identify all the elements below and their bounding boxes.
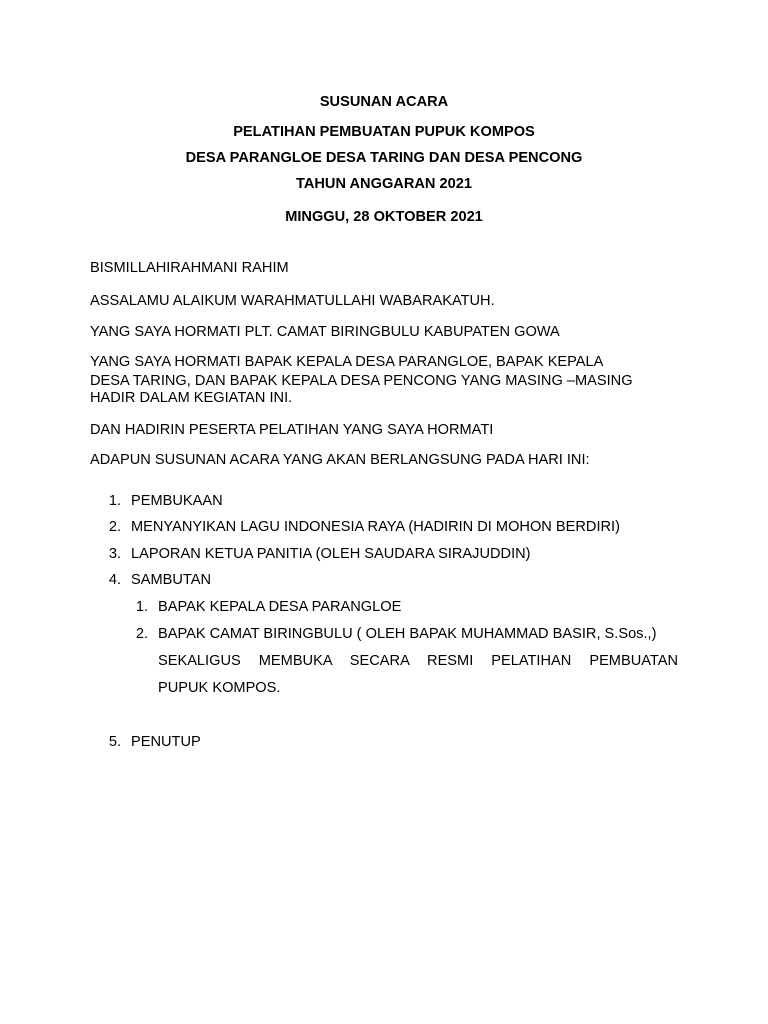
event-villages: DESA PARANGLOE DESA TARING DAN DESA PENCONG	[185, 150, 583, 166]
greeting-participants: DAN HADIRIN PESERTA PELATIHAN YANG SAYA HORMATI	[90, 422, 494, 438]
list-text: BAPAK CAMAT BIRINGBULU ( OLEH BAPAK MUHAMMAD BASIR, S.Sos.,)	[158, 626, 657, 642]
agenda-intro: ADAPUN SUSUNAN ACARA YANG AKAN BERLANGSUNG PADA HARI INI:	[90, 452, 590, 468]
budget-year: TAHUN ANGGARAN 2021	[296, 176, 472, 192]
list-text: SAMBUTAN	[131, 572, 212, 588]
list-number: 2.	[135, 626, 148, 642]
greeting-village-heads-line2: DESA TARING, DAN BAPAK KEPALA DESA PENCONG YANG MASING –MASING	[90, 373, 633, 389]
sub-list-text-continued: PUPUK KOMPOS.	[158, 680, 281, 696]
list-number: 1.	[108, 493, 121, 509]
list-number: 3.	[108, 546, 121, 562]
list-text: LAPORAN KETUA PANITIA (OLEH SAUDARA SIRAJUDDIN)	[131, 546, 531, 562]
sub-list-text-continued: SEKALIGUS MEMBUKA SECARA RESMI PELATIHAN PEMBUATAN	[158, 653, 678, 669]
greeting-camat: YANG SAYA HORMATI PLT. CAMAT BIRINGBULU KABUPATEN GOWA	[90, 324, 560, 340]
list-text: PEMBUKAAN	[131, 493, 223, 509]
list-text: PENUTUP	[131, 734, 201, 750]
list-number: 2.	[108, 519, 121, 535]
opening-basmalah: BISMILLAHIRAHMANI RAHIM	[90, 260, 289, 276]
document-title: SUSUNAN ACARA	[319, 94, 449, 110]
greeting-village-heads-line3: HADIR DALAM KEGIATAN INI.	[90, 390, 293, 406]
list-number: 4.	[108, 572, 121, 588]
event-title: PELATIHAN PEMBUATAN PUPUK KOMPOS	[233, 124, 535, 140]
list-text: BAPAK KEPALA DESA PARANGLOE	[158, 599, 402, 615]
list-number: 1.	[135, 599, 148, 615]
list-text: MENYANYIKAN LAGU INDONESIA RAYA (HADIRIN DI MOHON BERDIRI)	[131, 519, 620, 535]
greeting-village-heads-line1: YANG SAYA HORMATI BAPAK KEPALA DESA PARANGLOE, BAPAK KEPALA	[90, 354, 604, 370]
list-number: 5.	[108, 734, 121, 750]
event-date: MINGGU, 28 OKTOBER 2021	[285, 209, 483, 225]
opening-greeting: ASSALAMU ALAIKUM WARAHMATULLAHI WABARAKATUH.	[90, 293, 495, 309]
